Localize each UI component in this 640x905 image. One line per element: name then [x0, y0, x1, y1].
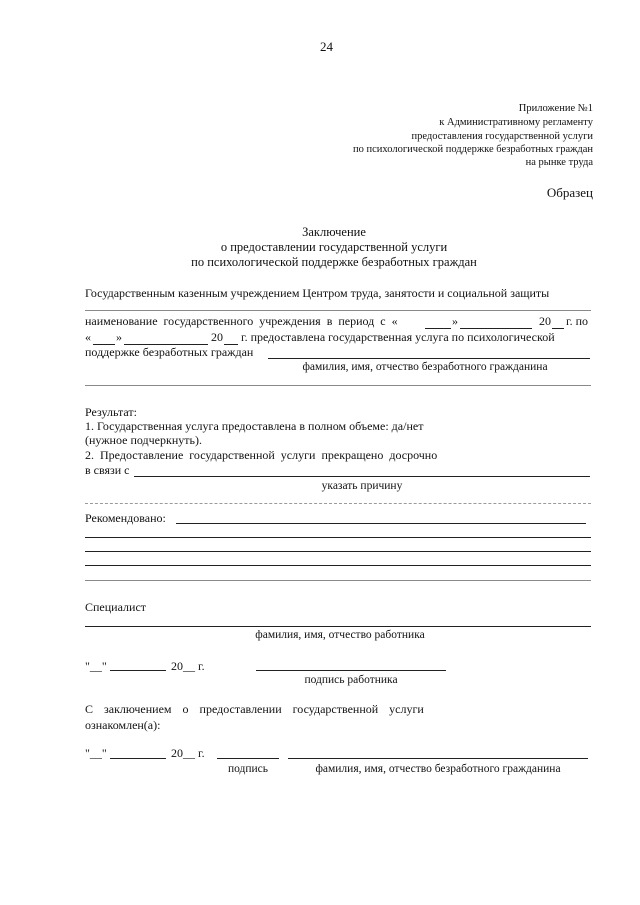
appendix-line-4: по психологической поддержке безработных граждан: [353, 144, 593, 155]
acknowledge-line-1: [85, 703, 447, 715]
period-end-year: 20: [211, 330, 223, 344]
specialist-date-year: 20__ г.: [171, 659, 205, 673]
reason-blank: [134, 476, 590, 477]
recommended-blank-5: [85, 580, 591, 581]
unemployed-name-blank: [268, 358, 590, 359]
page-number: 24: [320, 39, 333, 54]
result-heading: Результат:: [85, 405, 137, 419]
appendix-line-5: на рынке труда: [525, 157, 593, 168]
support-line: поддержке безработных граждан: [85, 345, 254, 359]
period-start-tail: г. по: [566, 314, 588, 328]
recommended-label: Рекомендовано:: [85, 511, 166, 525]
period-start-month-blank: [460, 328, 532, 329]
institution-line: Государственным казенным учреждением Центром труда, занятости и социальной защиты: [85, 286, 550, 300]
unemployed-fio-caption: фамилия, имя, отчество безработного гражданина: [302, 361, 548, 373]
period-start-quote-close: »: [452, 314, 458, 328]
appendix-line-2: к Административному регламенту: [439, 117, 593, 128]
acknowledge-name-blank: [288, 758, 588, 759]
appendix-line-3: предоставления государственной услуги: [411, 131, 593, 142]
document-title-line-3: по психологической поддержке безработных граждан: [191, 255, 477, 269]
sample-label: Образец: [546, 185, 593, 200]
reason-caption: указать причину: [321, 480, 403, 492]
result-reason-prefix: в связи с: [85, 463, 130, 477]
recommended-blank-2: [85, 537, 591, 538]
period-end-quote-close: »: [116, 330, 122, 344]
acknowledge-signature-blank: [217, 758, 279, 759]
acknowledge-date-quotes: "__": [85, 746, 107, 760]
recommended-blank-3: [85, 551, 591, 552]
unemployed-name-rule-2: [85, 385, 591, 386]
specialist-fio-caption: фамилия, имя, отчество работника: [255, 629, 425, 641]
specialist-date-month-blank: [110, 670, 166, 671]
acknowledge-fio-caption: фамилия, имя, отчество безработного гражданина: [315, 763, 561, 775]
recommended-blank-4: [85, 565, 591, 566]
result-item-1: 1. Государственная услуга предоставлена в полном объеме: да/нет: [85, 419, 424, 433]
institution-rule: [85, 310, 591, 311]
period-end-quote-open: «: [85, 330, 91, 344]
specialist-label: Специалист: [85, 600, 147, 614]
acknowledge-text: С заключением о предоставлении государственной услуги: [85, 702, 424, 716]
acknowledge-signature-caption: подпись: [227, 763, 269, 775]
result-item-1-note: (нужное подчеркнуть).: [85, 433, 202, 447]
specialist-signature-blank: [256, 670, 446, 671]
specialist-date-quotes: "__": [85, 659, 107, 673]
specialist-name-blank: [85, 626, 591, 627]
acknowledge-date-year: 20__ г.: [171, 746, 205, 760]
service-provided-text: г. предоставлена государственная услуга по психологической: [241, 330, 555, 344]
acknowledge-line-2: ознакомлен(а):: [85, 718, 161, 732]
result-item-2: 2. Предоставление государственной услуги прекращено досрочно: [85, 448, 438, 462]
specialist-signature-caption: подпись работника: [304, 674, 398, 686]
appendix-line-1: Приложение №1: [518, 103, 593, 114]
period-start-year: 20: [539, 314, 551, 328]
period-start-day-blank: [425, 328, 451, 329]
document-title-line-1: Заключение: [302, 225, 366, 239]
document-title-line-2: о предоставлении государственной услуги: [220, 240, 448, 254]
acknowledge-date-month-blank: [110, 758, 166, 759]
period-start-year-blank: [552, 328, 564, 329]
reason-rule-2: [85, 503, 591, 504]
recommended-blank-1: [176, 523, 586, 524]
period-start-text: наименование государственного учреждения в период с «: [85, 314, 398, 328]
